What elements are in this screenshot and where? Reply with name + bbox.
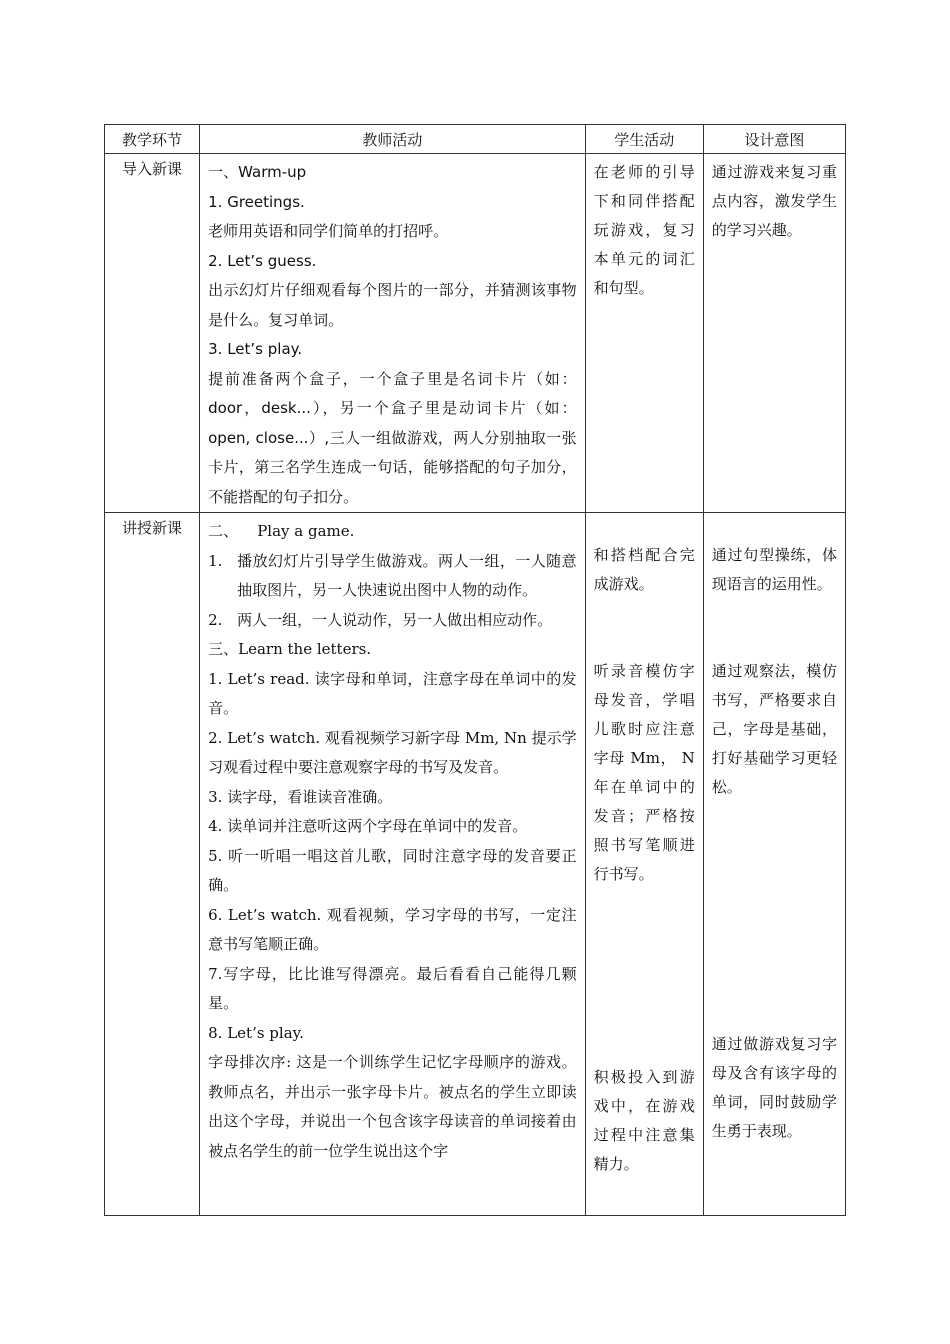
letters-step: 4. 读单词并注意听这两个字母在单词中的发音。	[208, 817, 528, 835]
teacher-activity-intro	[200, 154, 586, 513]
list-item-text: 两人一组，一人说动作，另一人做出相应动作。	[237, 610, 553, 629]
header-stage: 教学环节	[105, 125, 200, 154]
stage-intro: 导入新课	[105, 154, 200, 513]
greetings-desc: 老师用英语和同学们简单的打招呼。	[208, 222, 449, 240]
letters-step: 8. Let’s play.	[208, 1023, 304, 1042]
student-activity-intro: 在老师的引导下和同伴搭配玩游戏，复习本单元的词汇和句型。	[585, 154, 703, 513]
guess-desc: 出示幻灯片仔细观看每个图片的一部分，并猜测该事物是什么。复习单词。	[208, 281, 577, 329]
student-activity-play: 积极投入到游戏中，在游戏过程中注意集精力。	[593, 1068, 695, 1173]
student-activity-game: 和搭档配合完成游戏。	[593, 546, 695, 593]
design-intent-game: 通过句型操练，体现语言的运用性。	[711, 546, 837, 593]
letters-step: 2. Let’s watch. 观看视频学习新字母 Mm, Nn 提示学习观看过程中要注意观察字母的书写及发音。	[208, 728, 577, 776]
header-teacher-activity: 教师活动	[200, 125, 586, 154]
table-row-intro	[105, 154, 846, 513]
list-item	[208, 606, 577, 636]
lesson-plan-table	[104, 124, 846, 1216]
guess-step: 2. Let’s guess.	[208, 251, 317, 270]
design-intent-letters: 通过观察法，模仿书写，严格要求自己，字母是基础，打好基础学习更轻松。	[711, 662, 837, 796]
header-row	[105, 125, 846, 154]
play-desc: 提前准备两个盒子，一个盒子里是名词卡片（如：door，desk...），另一个盒子里是动词卡片（如：open, close...）,三人一组做游戏，两人分别抽取一张卡片，第三名学生连成一句话，能够搭配的句子加分，不能搭配的句子扣分。	[208, 369, 577, 506]
play-game-title: 二、 Play a game.	[208, 522, 355, 540]
list-item-number: 1.	[208, 551, 223, 570]
student-activity-letters: 听录音模仿字母发音，学唱儿歌时应注意字母 Mm， N 年在单词中的发音；严格按照书写笔顺进行书写。	[593, 662, 695, 883]
letters-step: 5. 听一听唱一唱这首儿歌，同时注意字母的发音要正确。	[208, 846, 577, 894]
warmup-title: 一、Warm-up	[208, 163, 307, 181]
letters-step: 7.写字母，比比谁写得漂亮。最后看看自己能得几颗星。	[208, 964, 577, 1012]
play-step: 3. Let’s play.	[208, 340, 303, 358]
list-item-number: 2.	[208, 610, 223, 629]
design-intent-new-lesson	[703, 513, 845, 1216]
design-intent-play: 通过做游戏复习字母及含有该字母的单词，同时鼓励学生勇于表现。	[711, 1035, 837, 1140]
list-item-text: 播放幻灯片引导学生做游戏。两人一组，一人随意抽取图片，另一人快速说出图中人物的动作。	[237, 551, 577, 599]
letters-step: 3. 读字母，看谁读音准确。	[208, 787, 393, 806]
letters-step: 字母排次序: 这是一个训练学生记忆字母顺序的游戏。教师点名，并出示一张字母卡片。被点名的学生立即读出这个字母，并说出一个包含该字母读音的单词接着由被点名学生的前一位学生说出这个字	[208, 1053, 577, 1160]
header-student-activity: 学生活动	[585, 125, 703, 154]
table-row-new-lesson	[105, 513, 846, 1216]
header-design-intent: 设计意图	[703, 125, 845, 154]
letters-step: 6. Let’s watch. 观看视频，学习字母的书写，一定注意书写笔顺正确。	[208, 905, 577, 953]
stage-new-lesson: 讲授新课	[105, 513, 200, 1216]
teacher-activity-new-lesson	[200, 513, 586, 1216]
letters-step: 1. Let’s read. 读字母和单词，注意字母在单词中的发音。	[208, 669, 577, 717]
learn-letters-title: 三、Learn the letters.	[208, 640, 372, 658]
list-item	[208, 547, 577, 606]
student-activity-new-lesson	[585, 513, 703, 1216]
greetings-step: 1. Greetings.	[208, 192, 305, 211]
design-intent-intro: 通过游戏来复习重点内容，激发学生的学习兴趣。	[703, 154, 845, 513]
